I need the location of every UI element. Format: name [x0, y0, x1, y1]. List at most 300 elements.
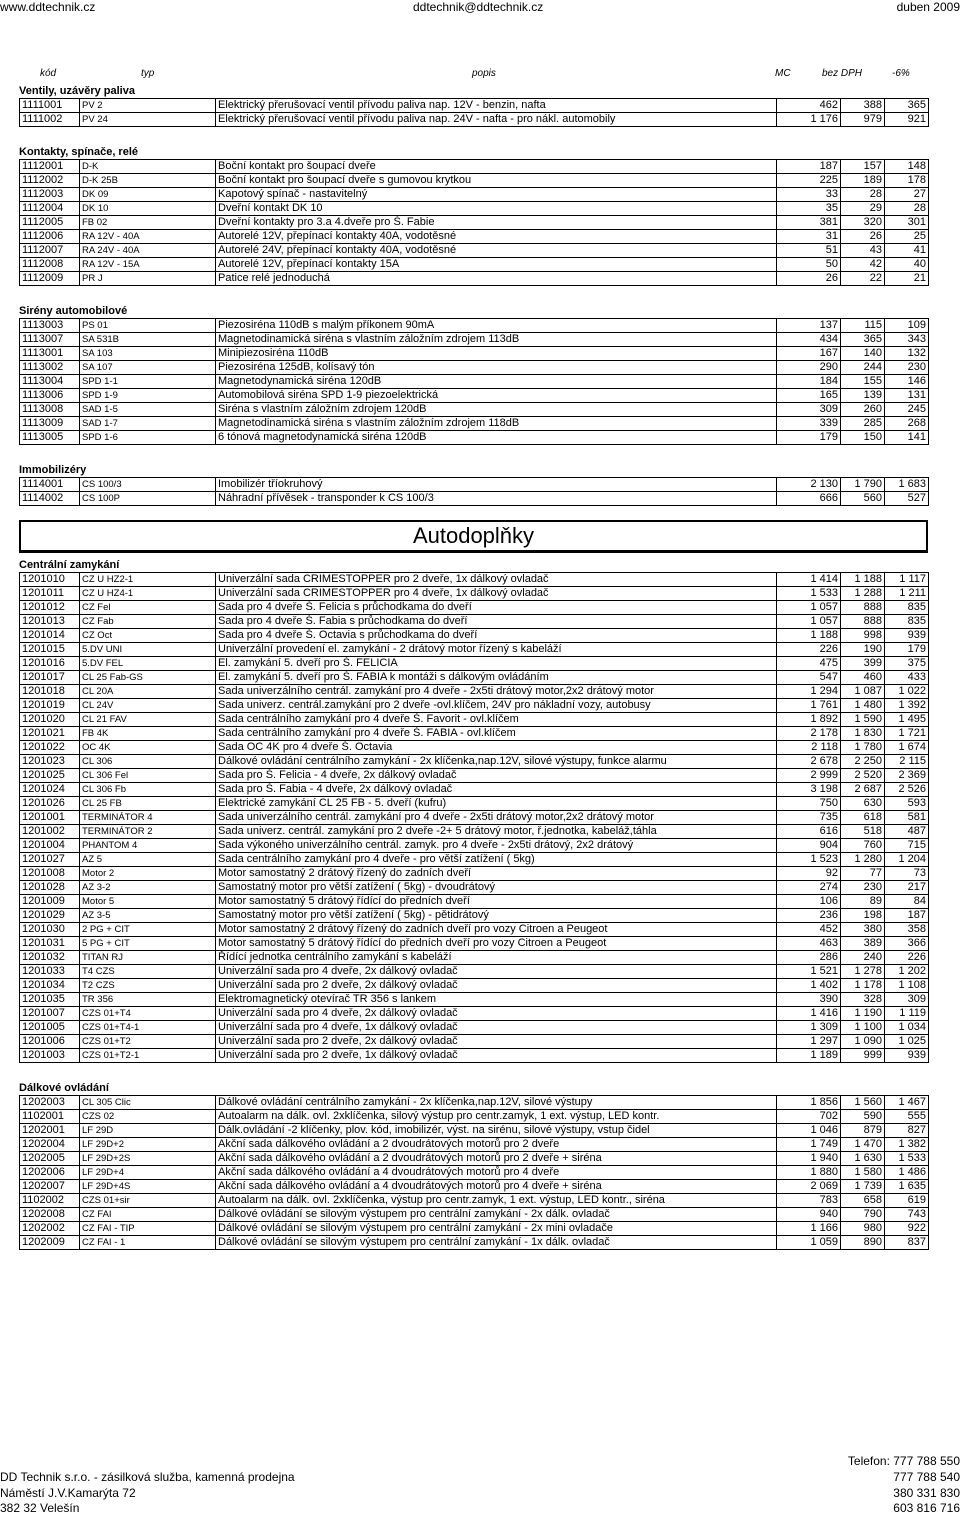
cell-type: SPD 1-6 [80, 431, 216, 445]
cell-price-net: 26 [841, 230, 885, 244]
table-row [20, 993, 929, 1007]
cell-code: 1112007 [20, 244, 80, 258]
cell-description: Piezosiréna 125dB, kolísavý tón [216, 361, 777, 375]
cell-type: CZ FAI [80, 1208, 216, 1222]
cell-price-net: 890 [841, 1236, 885, 1250]
cell-mc-price: 547 [777, 671, 841, 685]
cell-description: Dálkové ovládání centrálního zamykání - 2x klíčenka,nap.12V, silové výstupy, funkce alarmu [216, 755, 777, 769]
cell-description: Elektrický přerušovací ventil přívodu paliva nap. 12V - benzin, nafta [216, 99, 777, 113]
table-row [20, 1049, 929, 1063]
cell-price-discount: 1 204 [885, 853, 929, 867]
table-row [20, 113, 929, 127]
cell-price-net: 980 [841, 1222, 885, 1236]
col-desc: popis [472, 68, 496, 79]
cell-code: 1202008 [20, 1208, 80, 1222]
cell-price-net: 630 [841, 797, 885, 811]
cell-price-net: 560 [841, 492, 885, 506]
cell-code: 1201015 [20, 643, 80, 657]
cell-description: Dálk.ovládání -2 klíčenky, plov. kód, imobilizér, výst. na sirénu, silové výstupy, vstup čidel [216, 1124, 777, 1138]
cell-code: 1201021 [20, 727, 80, 741]
cell-description: Dálkové ovládání se silovým výstupem pro centrální zamykání - 2x dálk. ovladač [216, 1208, 777, 1222]
cell-mc-price: 1 189 [777, 1049, 841, 1063]
cell-type: CL 24V [80, 699, 216, 713]
cell-price-discount: 41 [885, 244, 929, 258]
footer-line-3 [0, 1486, 960, 1500]
cell-mc-price: 2 118 [777, 741, 841, 755]
cell-price-net: 1 470 [841, 1138, 885, 1152]
footer-phone-2: 777 788 540 [893, 1470, 960, 1484]
cell-mc-price: 274 [777, 881, 841, 895]
section-gap [19, 286, 928, 305]
cell-price-discount: 1 022 [885, 685, 929, 699]
cell-price-discount: 827 [885, 1124, 929, 1138]
cell-price-discount: 743 [885, 1208, 929, 1222]
table-row [20, 839, 929, 853]
cell-mc-price: 1 533 [777, 587, 841, 601]
cell-code: 1202007 [20, 1180, 80, 1194]
cell-code: 1113005 [20, 431, 80, 445]
cell-code: 1202005 [20, 1152, 80, 1166]
cell-price-discount: 230 [885, 361, 929, 375]
cell-price-net: 2 687 [841, 783, 885, 797]
cell-description: Dveřní kontakt DK 10 [216, 202, 777, 216]
cell-price-net: 1 580 [841, 1166, 885, 1180]
cell-price-net: 1 630 [841, 1152, 885, 1166]
cell-description: Magnetodynamická siréna 120dB [216, 375, 777, 389]
cell-type: CZS 01+T2-1 [80, 1049, 216, 1063]
cell-price-discount: 593 [885, 797, 929, 811]
cell-type: SAD 1-5 [80, 403, 216, 417]
cell-description: Sada pro 4 dveře Š. Fabia s průchodkama do dveří [216, 615, 777, 629]
cell-price-net: 1 739 [841, 1180, 885, 1194]
cell-description: Sada centrálního zamykání pro 4 dveře - pro větší zatížení ( 5kg) [216, 853, 777, 867]
cell-code: 1201014 [20, 629, 80, 643]
cell-description: Elektromagnetický otevírač TR 356 s lankem [216, 993, 777, 1007]
cell-code: 1112008 [20, 258, 80, 272]
cell-code: 1201009 [20, 895, 80, 909]
cell-price-discount: 1 467 [885, 1096, 929, 1110]
cell-description: Siréna s vlastním záložním zdrojem 120dB [216, 403, 777, 417]
cell-description: Automobilová siréna SPD 1-9 piezoelektrická [216, 389, 777, 403]
cell-mc-price: 1 166 [777, 1222, 841, 1236]
cell-type: CZ Oct [80, 629, 216, 643]
cell-description: Sada univerz. centrál. zamykání pro 2 dveře -2+ 5 drátový motor, ř.jednotka, kabeláž,táhla [216, 825, 777, 839]
cell-mc-price: 339 [777, 417, 841, 431]
section-table [19, 159, 929, 286]
cell-code: 1201018 [20, 685, 80, 699]
cell-code: 1112009 [20, 272, 80, 286]
table-row [20, 601, 929, 615]
table-row [20, 99, 929, 113]
cell-mc-price: 1 523 [777, 853, 841, 867]
cell-price-discount: 40 [885, 258, 929, 272]
cell-type: PR J [80, 272, 216, 286]
cell-mc-price: 286 [777, 951, 841, 965]
cell-mc-price: 1 057 [777, 601, 841, 615]
cell-mc-price: 167 [777, 347, 841, 361]
cell-code: 1201001 [20, 811, 80, 825]
cell-type: RA 12V - 15A [80, 258, 216, 272]
cell-description: Elektrický přerušovací ventil přívodu paliva nap. 24V - nafta - pro nákl. automobily [216, 113, 777, 127]
cell-price-net: 240 [841, 951, 885, 965]
cell-mc-price: 434 [777, 333, 841, 347]
table-row [20, 1021, 929, 1035]
cell-description: Motor samostatný 2 drátový řízený do zadních dveří [216, 867, 777, 881]
cell-price-discount: 715 [885, 839, 929, 853]
cell-type: SA 107 [80, 361, 216, 375]
footer-company: DD Technik s.r.o. - zásilková služba, kamenná prodejna [0, 1470, 295, 1484]
col-discount: -6% [892, 68, 910, 79]
cell-price-net: 43 [841, 244, 885, 258]
cell-price-discount: 375 [885, 657, 929, 671]
table-row [20, 1007, 929, 1021]
section-title: Kontakty, spínače, relé [19, 146, 139, 158]
cell-price-net: 89 [841, 895, 885, 909]
cell-description: Magnetodinamická siréna s vlastním záložním zdrojem 118dB [216, 417, 777, 431]
cell-type: CS 100/3 [80, 478, 216, 492]
cell-price-net: 790 [841, 1208, 885, 1222]
cell-mc-price: 35 [777, 202, 841, 216]
cell-type: LF 29D+2 [80, 1138, 216, 1152]
cell-price-discount: 178 [885, 174, 929, 188]
cell-code: 1114002 [20, 492, 80, 506]
cell-description: Dálkové ovládání se silovým výstupem pro centrální zamykání - 2x mini ovladače [216, 1222, 777, 1236]
cell-description: Univerzální sada pro 2 dveře, 1x dálkový ovladač [216, 1049, 777, 1063]
cell-type: CL 306 Fb [80, 783, 216, 797]
footer-line-2 [0, 1470, 960, 1484]
cell-price-net: 888 [841, 601, 885, 615]
cell-code: 1113006 [20, 389, 80, 403]
price-list [19, 85, 928, 1250]
cell-price-discount: 343 [885, 333, 929, 347]
cell-code: 1202002 [20, 1222, 80, 1236]
cell-mc-price: 50 [777, 258, 841, 272]
cell-description: Magnetodinamická siréna s vlastním záložním zdrojem 113dB [216, 333, 777, 347]
section-title: Immobilizéry [19, 464, 87, 476]
cell-description: Dálkové ovládání se silovým výstupem pro centrální zamykání - 1x dálk. ovladač [216, 1236, 777, 1250]
table-row [20, 478, 929, 492]
cell-type: CL 25 FB [80, 797, 216, 811]
cell-type: OC 4K [80, 741, 216, 755]
table-row [20, 965, 929, 979]
cell-type: LF 29D [80, 1124, 216, 1138]
cell-type: LF 29D+4 [80, 1166, 216, 1180]
cell-description: Minipiezosiréna 110dB [216, 347, 777, 361]
cell-price-net: 389 [841, 937, 885, 951]
cell-description: Univerzální sada pro 4 dveře, 1x dálkový ovladač [216, 1021, 777, 1035]
cell-code: 1201005 [20, 1021, 80, 1035]
cell-price-net: 365 [841, 333, 885, 347]
cell-price-net: 42 [841, 258, 885, 272]
table-row [20, 797, 929, 811]
cell-type: CZS 01+T4 [80, 1007, 216, 1021]
cell-price-net: 888 [841, 615, 885, 629]
cell-code: 1113003 [20, 319, 80, 333]
section-table [19, 572, 929, 1063]
cell-description: Samostatný motor pro větší zatížení ( 5kg) - pětidrátový [216, 909, 777, 923]
cell-price-net: 1 480 [841, 699, 885, 713]
cell-description: Boční kontakt pro šoupací dveře s gumovou krytkou [216, 174, 777, 188]
cell-description: Sada univerz. centrál.zamykání pro 2 dveře -ovl.klíčem, 24V pro nákladní vozy, autobusy [216, 699, 777, 713]
cell-price-net: 1 188 [841, 573, 885, 587]
table-row [20, 403, 929, 417]
cell-price-net: 139 [841, 389, 885, 403]
table-row [20, 811, 929, 825]
cell-type: D-K 25B [80, 174, 216, 188]
table-row [20, 389, 929, 403]
cell-description: Akční sada dálkového ovládání a 2 dvoudrátových motorů pro 2 dveře [216, 1138, 777, 1152]
cell-type: TITAN RJ [80, 951, 216, 965]
cell-mc-price: 31 [777, 230, 841, 244]
cell-price-discount: 309 [885, 993, 929, 1007]
table-row [20, 1110, 929, 1124]
cell-code: 1201035 [20, 993, 80, 1007]
cell-price-discount: 217 [885, 881, 929, 895]
table-row [20, 347, 929, 361]
cell-description: 6 tónová magnetodynamická siréna 120dB [216, 431, 777, 445]
cell-price-discount: 245 [885, 403, 929, 417]
cell-mc-price: 2 999 [777, 769, 841, 783]
cell-price-discount: 1 211 [885, 587, 929, 601]
cell-type: FB 02 [80, 216, 216, 230]
cell-price-discount: 84 [885, 895, 929, 909]
cell-price-discount: 25 [885, 230, 929, 244]
cell-price-discount: 1 486 [885, 1166, 929, 1180]
cell-code: 1201027 [20, 853, 80, 867]
cell-code: 1201002 [20, 825, 80, 839]
cell-price-net: 388 [841, 99, 885, 113]
cell-type: CZ U HZ4-1 [80, 587, 216, 601]
cell-price-discount: 487 [885, 825, 929, 839]
cell-code: 1113008 [20, 403, 80, 417]
cell-type: CS 100P [80, 492, 216, 506]
table-row [20, 230, 929, 244]
cell-code: 1201004 [20, 839, 80, 853]
cell-type: CZS 01+sir [80, 1194, 216, 1208]
cell-code: 1112005 [20, 216, 80, 230]
cell-code: 1201028 [20, 881, 80, 895]
cell-price-discount: 581 [885, 811, 929, 825]
cell-price-discount: 1 392 [885, 699, 929, 713]
cell-description: Sada pro Š. Felicia - 4 dveře, 2x dálkový ovladač [216, 769, 777, 783]
table-row [20, 244, 929, 258]
table-row [20, 699, 929, 713]
cell-type: TERMINÁTOR 4 [80, 811, 216, 825]
cell-mc-price: 666 [777, 492, 841, 506]
table-row [20, 1180, 929, 1194]
cell-mc-price: 750 [777, 797, 841, 811]
cell-code: 1201022 [20, 741, 80, 755]
cell-description: Akční sada dálkového ovládání a 4 dvoudrátových motorů pro 4 dveře [216, 1166, 777, 1180]
cell-description: Sada univerzálního centrál. zamykání pro 4 dveře - 2x5ti drátový motor,2x2 drátový motor [216, 685, 777, 699]
cell-mc-price: 3 198 [777, 783, 841, 797]
cell-price-net: 999 [841, 1049, 885, 1063]
cell-price-discount: 1 108 [885, 979, 929, 993]
cell-price-net: 115 [841, 319, 885, 333]
cell-price-discount: 1 683 [885, 478, 929, 492]
cell-mc-price: 1 046 [777, 1124, 841, 1138]
cell-mc-price: 702 [777, 1110, 841, 1124]
page-header [0, 0, 960, 14]
cell-description: Sada pro Š. Fabia - 4 dveře, 2x dálkový ovladač [216, 783, 777, 797]
cell-type: PV 24 [80, 113, 216, 127]
cell-price-discount: 835 [885, 615, 929, 629]
cell-description: Akční sada dálkového ovládání a 2 dvoudrátových motorů pro 2 dveře + siréna [216, 1152, 777, 1166]
cell-code: 1202001 [20, 1124, 80, 1138]
cell-mc-price: 309 [777, 403, 841, 417]
header-website: www.ddtechnik.cz [0, 0, 96, 14]
cell-price-net: 157 [841, 160, 885, 174]
cell-type: CL 25 Fab-GS [80, 671, 216, 685]
cell-mc-price: 1 856 [777, 1096, 841, 1110]
cell-price-discount: 2 369 [885, 769, 929, 783]
cell-type: TERMINÁTOR 2 [80, 825, 216, 839]
cell-description: Sada pro 4 dveře Š. Felicia s průchodkama do dveří [216, 601, 777, 615]
cell-code: 1201016 [20, 657, 80, 671]
cell-type: SA 531B [80, 333, 216, 347]
cell-mc-price: 1 188 [777, 629, 841, 643]
cell-price-discount: 1 721 [885, 727, 929, 741]
table-row [20, 431, 929, 445]
cell-price-net: 230 [841, 881, 885, 895]
cell-code: 1201012 [20, 601, 80, 615]
section-gap [19, 1063, 928, 1082]
cell-price-discount: 433 [885, 671, 929, 685]
table-row [20, 1096, 929, 1110]
cell-mc-price: 1 309 [777, 1021, 841, 1035]
cell-description: Univerzální sada pro 2 dveře, 2x dálkový ovladač [216, 979, 777, 993]
cell-code: 1112006 [20, 230, 80, 244]
cell-price-discount: 1 382 [885, 1138, 929, 1152]
cell-code: 1114001 [20, 478, 80, 492]
cell-code: 1202009 [20, 1236, 80, 1250]
cell-mc-price: 26 [777, 272, 841, 286]
cell-price-net: 29 [841, 202, 885, 216]
cell-price-net: 879 [841, 1124, 885, 1138]
cell-type: 2 PG + CIT [80, 923, 216, 937]
table-row [20, 160, 929, 174]
cell-description: Univerzální provedení el. zamykání - 2 drátový motor řízený s kabeláží [216, 643, 777, 657]
table-row [20, 272, 929, 286]
table-row [20, 1124, 929, 1138]
cell-type: RA 12V - 40A [80, 230, 216, 244]
cell-price-discount: 141 [885, 431, 929, 445]
cell-type: 5.DV UNI [80, 643, 216, 657]
cell-type: DK 09 [80, 188, 216, 202]
cell-type: AZ 3-5 [80, 909, 216, 923]
cell-price-net: 1 560 [841, 1096, 885, 1110]
cell-description: Univerzální sada CRIMESTOPPER pro 2 dveře, 1x dálkový ovladač [216, 573, 777, 587]
table-row [20, 685, 929, 699]
cell-type: SPD 1-9 [80, 389, 216, 403]
cell-mc-price: 1 761 [777, 699, 841, 713]
cell-code: 1201031 [20, 937, 80, 951]
cell-description: Elektrické zamykání CL 25 FB - 5. dveří (kufru) [216, 797, 777, 811]
cell-mc-price: 1 892 [777, 713, 841, 727]
table-row [20, 202, 929, 216]
cell-mc-price: 51 [777, 244, 841, 258]
cell-description: Sada centrálního zamykání pro 4 dveře Š. Favorit - ovl.klíčem [216, 713, 777, 727]
cell-type: TR 356 [80, 993, 216, 1007]
cell-mc-price: 137 [777, 319, 841, 333]
footer-line-1 [0, 1454, 960, 1468]
cell-price-discount: 187 [885, 909, 929, 923]
cell-price-net: 260 [841, 403, 885, 417]
cell-mc-price: 390 [777, 993, 841, 1007]
footer-street: Náměstí J.V.Kamarýta 72 [0, 1486, 136, 1500]
cell-code: 1201006 [20, 1035, 80, 1049]
cell-mc-price: 1 057 [777, 615, 841, 629]
cell-price-discount: 73 [885, 867, 929, 881]
cell-price-discount: 146 [885, 375, 929, 389]
footer-phone-3: 380 331 830 [893, 1486, 960, 1500]
cell-price-net: 399 [841, 657, 885, 671]
table-row [20, 573, 929, 587]
cell-code: 1201020 [20, 713, 80, 727]
banner-title: Autodoplňky [19, 520, 928, 553]
cell-code: 1201019 [20, 699, 80, 713]
cell-mc-price: 106 [777, 895, 841, 909]
table-row [20, 923, 929, 937]
cell-description: Motor samostatný 2 drátový řízený do zadních dveří pro vozy Citroen a Peugeot [216, 923, 777, 937]
cell-code: 1201008 [20, 867, 80, 881]
cell-price-net: 1 087 [841, 685, 885, 699]
cell-price-net: 1 100 [841, 1021, 885, 1035]
cell-price-net: 2 250 [841, 755, 885, 769]
table-row [20, 361, 929, 375]
cell-code: 1112003 [20, 188, 80, 202]
cell-price-net: 658 [841, 1194, 885, 1208]
table-row [20, 937, 929, 951]
header-date: duben 2009 [896, 0, 960, 14]
cell-mc-price: 236 [777, 909, 841, 923]
cell-code: 1111001 [20, 99, 80, 113]
cell-price-discount: 2 115 [885, 755, 929, 769]
cell-price-net: 760 [841, 839, 885, 853]
cell-code: 1201011 [20, 587, 80, 601]
cell-mc-price: 462 [777, 99, 841, 113]
cell-description: Sada pro 4 dveře Š. Octavia s průchodkama do dveří [216, 629, 777, 643]
table-row [20, 657, 929, 671]
cell-price-discount: 21 [885, 272, 929, 286]
cell-type: CZS 02 [80, 1110, 216, 1124]
cell-price-net: 590 [841, 1110, 885, 1124]
cell-type: SA 103 [80, 347, 216, 361]
cell-code: 1201023 [20, 755, 80, 769]
cell-code: 1201013 [20, 615, 80, 629]
table-row [20, 319, 929, 333]
cell-price-net: 1 780 [841, 741, 885, 755]
cell-description: Motor samostatný 5 drátový řídící do předních dveří pro vozy Citroen a Peugeot [216, 937, 777, 951]
cell-description: Univerzální sada CRIMESTOPPER pro 4 dveře, 1x dálkový ovladač [216, 587, 777, 601]
cell-mc-price: 940 [777, 1208, 841, 1222]
cell-type: SPD 1-1 [80, 375, 216, 389]
cell-price-discount: 226 [885, 951, 929, 965]
cell-mc-price: 187 [777, 160, 841, 174]
cell-mc-price: 1 749 [777, 1138, 841, 1152]
cell-price-net: 1 288 [841, 587, 885, 601]
cell-code: 1201032 [20, 951, 80, 965]
cell-price-discount: 1 202 [885, 965, 929, 979]
table-row [20, 769, 929, 783]
table-row [20, 1152, 929, 1166]
cell-price-discount: 619 [885, 1194, 929, 1208]
cell-description: Imobilizér tříokruhový [216, 478, 777, 492]
cell-description: Autorelé 12V, přepínací kontakty 15A [216, 258, 777, 272]
cell-price-net: 198 [841, 909, 885, 923]
section-title: Centrální zamykání [19, 559, 120, 571]
table-row [20, 615, 929, 629]
